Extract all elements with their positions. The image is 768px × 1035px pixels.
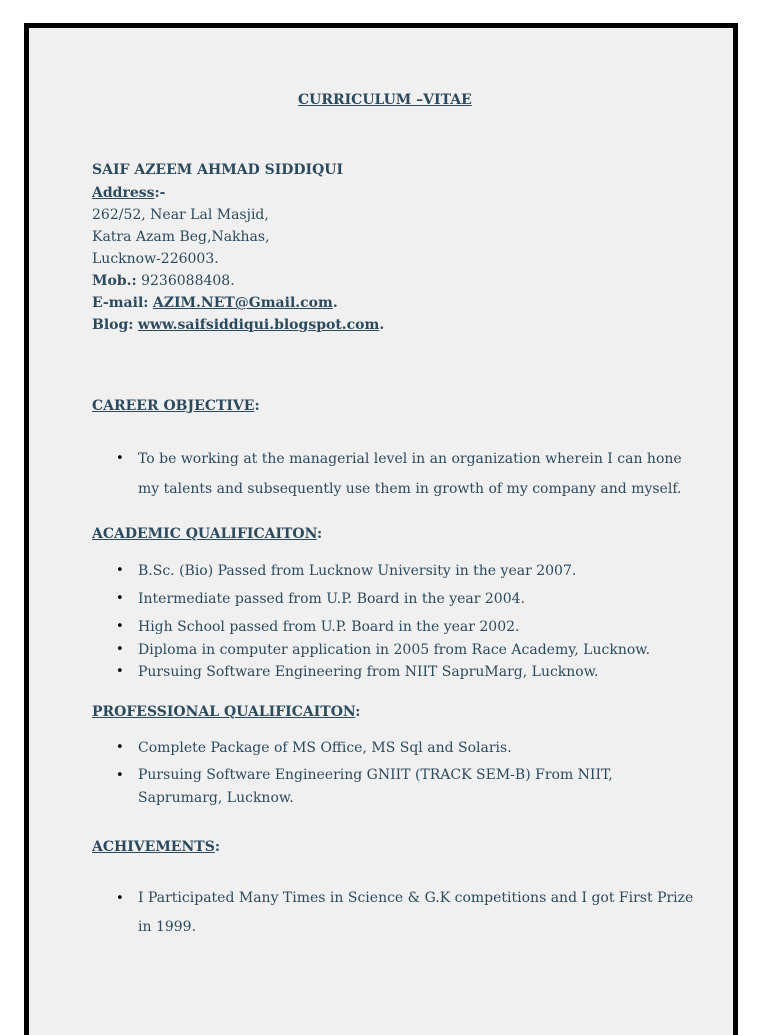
blog-suffix: . bbox=[379, 317, 385, 333]
address-line: 262/52, Near Lal Masjid, bbox=[92, 207, 269, 223]
list-item: • Complete Package of MS Office, MS Sql and Solaris. bbox=[138, 740, 698, 756]
mobile-value: 9236088408. bbox=[136, 273, 235, 289]
email-label: E-mail: bbox=[92, 295, 149, 311]
email-row bbox=[92, 292, 338, 314]
list-item: • Diploma in computer application in 2005 from Race Academy, Lucknow. bbox=[138, 642, 698, 658]
career-objective-heading-suffix: : bbox=[254, 398, 260, 414]
blog-row bbox=[92, 314, 384, 336]
list-item: • I Participated Many Times in Science & G.K competitions and I got First Prize in 1999. bbox=[138, 884, 698, 942]
list-item: • To be working at the managerial level in an organization wherein I can hone my talents and subsequently use them in growth of my company and myself. bbox=[138, 444, 698, 504]
blog-label: Blog: bbox=[92, 317, 134, 333]
address-line: Katra Azam Beg,Nakhas, bbox=[92, 229, 270, 245]
achievements-heading bbox=[92, 839, 220, 855]
blog-link[interactable]: www.saifsiddiqui.blogspot.com bbox=[137, 317, 380, 333]
address-line: Lucknow-226003. bbox=[92, 251, 219, 267]
document-title: CURRICULUM –VITAE bbox=[298, 92, 472, 108]
email-suffix: . bbox=[332, 295, 338, 311]
candidate-name: SAIF AZEEM AHMAD SIDDIQUI bbox=[92, 162, 344, 178]
academic-heading-text: ACADEMIC QUALIFICAITON bbox=[92, 526, 317, 542]
address-label-suffix: :- bbox=[154, 185, 166, 201]
academic-heading-suffix: : bbox=[316, 526, 323, 542]
professional-heading bbox=[92, 704, 360, 720]
address-heading bbox=[92, 182, 165, 204]
address-label: Address bbox=[92, 185, 155, 201]
list-item: • Intermediate passed from U.P. Board in the year 2004. bbox=[138, 591, 698, 607]
mobile-label: Mob.: bbox=[92, 273, 137, 289]
career-objective-heading-text: CAREER OBJECTIVE bbox=[92, 398, 255, 414]
achievements-heading-text: ACHIVEMENTS bbox=[92, 839, 215, 855]
email-link[interactable]: AZIM.NET@Gmail.com bbox=[152, 295, 333, 311]
list-item: • Pursuing Software Engineering GNIIT (TRACK SEM-B) From NIIT, Saprumarg, Lucknow. bbox=[138, 764, 618, 810]
list-item: • B.Sc. (Bio) Passed from Lucknow University in the year 2007. bbox=[138, 563, 698, 579]
professional-heading-text: PROFESSIONAL QUALIFICAITON bbox=[92, 704, 356, 720]
professional-heading-suffix: : bbox=[355, 704, 361, 720]
academic-heading bbox=[92, 526, 322, 542]
list-item: • Pursuing Software Engineering from NIIT SapruMarg, Lucknow. bbox=[138, 664, 698, 680]
career-objective-heading bbox=[92, 398, 260, 414]
mobile-row bbox=[92, 270, 235, 292]
list-item: • High School passed from U.P. Board in the year 2002. bbox=[138, 619, 698, 635]
achievements-heading-suffix: : bbox=[214, 839, 220, 855]
